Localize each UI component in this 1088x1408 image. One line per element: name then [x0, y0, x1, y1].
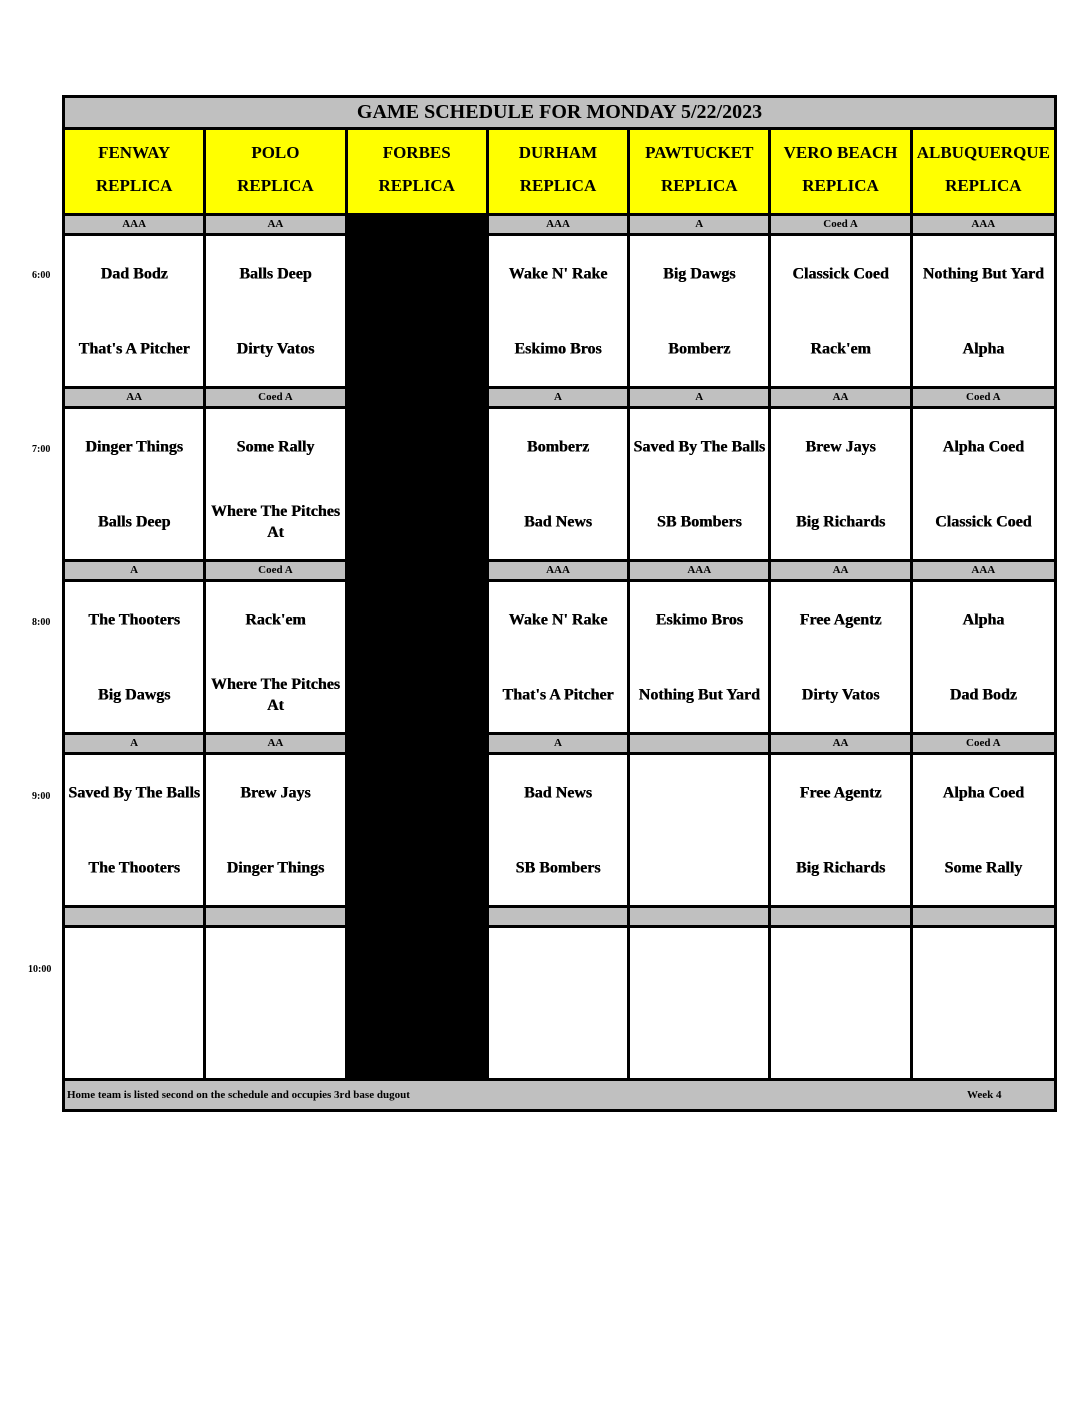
away-team: Nothing But Yard	[922, 265, 1044, 283]
game-cell	[348, 216, 489, 389]
week-label: Week 4	[967, 1089, 1002, 1101]
matchup	[348, 928, 486, 1078]
matchup	[630, 236, 768, 386]
game-cell	[771, 735, 912, 908]
division-label: AA	[65, 389, 203, 409]
matchup	[913, 582, 1054, 732]
division-label: AA	[771, 562, 909, 582]
home-team: Nothing But Yard	[638, 686, 760, 704]
division-label: AAA	[630, 562, 768, 582]
away-team: Free Agentz	[799, 784, 882, 802]
division-label	[206, 908, 344, 928]
matchup	[771, 582, 909, 732]
division-label	[348, 908, 486, 928]
home-team: Big Richards	[795, 859, 886, 877]
home-team: Classick Coed	[935, 513, 1032, 531]
division-label: AA	[206, 216, 344, 236]
division-label: A	[65, 562, 203, 582]
matchup	[65, 928, 203, 1078]
away-team: Balls Deep	[239, 265, 312, 283]
matchup	[206, 409, 344, 559]
division-label	[630, 908, 768, 928]
home-team: Dirty Vatos	[236, 340, 315, 358]
home-team: Big Dawgs	[97, 686, 171, 704]
time-label: 7:00	[32, 443, 51, 455]
matchup	[489, 582, 627, 732]
game-cell	[348, 389, 489, 562]
game-cell	[348, 735, 489, 908]
game-cell	[913, 908, 1054, 1081]
division-label: Coed A	[206, 389, 344, 409]
matchup	[489, 409, 627, 559]
division-label: AAA	[489, 562, 627, 582]
home-team: Dirty Vatos	[801, 686, 880, 704]
home-team: Some Rally	[944, 859, 1023, 877]
home-team: Where The Pitches At	[210, 503, 340, 541]
game-cell	[206, 735, 347, 908]
field-header	[489, 130, 630, 216]
game-cell	[489, 389, 630, 562]
time-label: 8:00	[32, 617, 51, 628]
division-label: A	[489, 735, 627, 755]
away-team: Dad Bodz	[100, 265, 168, 283]
matchup	[65, 236, 203, 386]
away-team: Saved By The Balls	[633, 438, 766, 456]
field-name: POLO	[251, 143, 300, 162]
division-label: AAA	[65, 216, 203, 236]
home-team: Balls Deep	[97, 513, 171, 531]
schedule-grid	[65, 216, 1054, 1081]
away-team: Brew Jays	[240, 784, 311, 802]
matchup	[630, 928, 768, 1078]
division-label: A	[630, 216, 768, 236]
matchup	[630, 582, 768, 732]
field-header	[630, 130, 771, 216]
matchup	[771, 409, 909, 559]
division-label: AA	[771, 735, 909, 755]
division-label	[348, 735, 486, 755]
away-team: Eskimo Bros	[655, 611, 743, 629]
division-label	[630, 735, 768, 755]
matchup	[489, 928, 627, 1078]
field-name: FENWAY	[98, 143, 171, 162]
game-cell	[489, 562, 630, 735]
matchup	[348, 409, 486, 559]
home-team: Dad Bodz	[949, 686, 1017, 704]
home-team: Alpha	[962, 340, 1005, 358]
game-cell	[489, 735, 630, 908]
time-slot-row	[65, 389, 1054, 562]
away-team: Bomberz	[526, 438, 590, 456]
matchup	[348, 582, 486, 732]
division-label: Coed A	[913, 389, 1054, 409]
field-header-row	[65, 130, 1054, 216]
field-subtitle: REPLICA	[95, 176, 173, 195]
division-label: Coed A	[206, 562, 344, 582]
matchup	[913, 755, 1054, 905]
time-label: 6:00	[32, 270, 51, 281]
home-team: Bad News	[523, 513, 592, 531]
division-label: A	[630, 389, 768, 409]
matchup	[206, 236, 344, 386]
division-label	[771, 908, 909, 928]
field-subtitle: REPLICA	[802, 176, 879, 195]
away-team: Brew Jays	[805, 438, 876, 456]
away-team: Rack'em	[245, 611, 306, 629]
time-label: 10:00	[28, 964, 52, 975]
game-cell	[913, 735, 1054, 908]
game-cell	[630, 216, 771, 389]
field-name: ALBUQUERQUE	[916, 143, 1050, 162]
matchup	[348, 755, 486, 905]
game-cell	[771, 216, 912, 389]
field-name: VERO BEACH	[783, 143, 898, 162]
schedule-sheet	[62, 95, 1057, 1112]
field-subtitle: REPLICA	[945, 176, 1022, 195]
matchup	[913, 928, 1054, 1078]
division-label: AAA	[913, 562, 1054, 582]
matchup	[489, 755, 627, 905]
field-subtitle: REPLICA	[378, 176, 455, 195]
game-cell	[65, 735, 206, 908]
matchup	[348, 236, 486, 386]
game-cell	[489, 908, 630, 1081]
matchup	[913, 409, 1054, 559]
field-name: DURHAM	[518, 143, 598, 162]
division-label	[489, 908, 627, 928]
matchup	[65, 409, 203, 559]
home-team: Big Richards	[795, 513, 886, 531]
field-subtitle: REPLICA	[237, 176, 314, 195]
field-header	[206, 130, 347, 216]
matchup	[206, 928, 344, 1078]
time-slot-row	[65, 216, 1054, 389]
away-team: Classick Coed	[792, 265, 889, 283]
field-subtitle: REPLICA	[661, 176, 738, 195]
matchup	[771, 236, 909, 386]
home-team-note: Home team is listed second on the schedule and occupies 3rd base dugout	[67, 1089, 410, 1101]
game-cell	[65, 389, 206, 562]
game-cell	[65, 216, 206, 389]
home-team: Dinger Things	[226, 859, 325, 877]
field-header	[771, 130, 912, 216]
matchup	[65, 755, 203, 905]
game-cell	[913, 562, 1054, 735]
game-cell	[630, 735, 771, 908]
away-team: Wake N' Rake	[508, 611, 608, 629]
game-cell	[65, 908, 206, 1081]
away-team: Bad News	[523, 784, 592, 802]
field-name: PAWTUCKET	[645, 143, 754, 162]
game-cell	[206, 389, 347, 562]
division-label: Coed A	[913, 735, 1054, 755]
division-label: A	[489, 389, 627, 409]
away-team: Saved By The Balls	[68, 784, 201, 802]
away-team: Alpha	[962, 611, 1005, 629]
away-team: Alpha Coed	[942, 438, 1024, 456]
away-team: Big Dawgs	[663, 265, 736, 283]
field-name: FORBES	[382, 143, 451, 162]
matchup	[489, 236, 627, 386]
home-team: That's A Pitcher	[78, 340, 190, 358]
division-label: Coed A	[771, 216, 909, 236]
away-team: Wake N' Rake	[508, 265, 608, 283]
division-label	[348, 389, 486, 409]
game-cell	[630, 389, 771, 562]
game-cell	[630, 562, 771, 735]
field-header	[913, 130, 1054, 216]
matchup	[771, 928, 909, 1078]
game-cell	[206, 908, 347, 1081]
home-team: SB Bombers	[656, 513, 742, 531]
home-team: That's A Pitcher	[502, 686, 614, 704]
game-cell	[489, 216, 630, 389]
division-label: AA	[206, 735, 344, 755]
matchup	[630, 755, 768, 905]
home-team: Bomberz	[668, 340, 731, 358]
matchup	[913, 236, 1054, 386]
matchup	[630, 409, 768, 559]
game-cell	[771, 389, 912, 562]
home-team: The Thooters	[88, 859, 180, 877]
division-label: AAA	[489, 216, 627, 236]
division-label: AAA	[913, 216, 1054, 236]
game-cell	[630, 908, 771, 1081]
game-cell	[65, 562, 206, 735]
division-label	[65, 908, 203, 928]
game-cell	[348, 908, 489, 1081]
division-label	[348, 216, 486, 236]
away-team: Dinger Things	[85, 438, 183, 456]
away-team: Free Agentz	[799, 611, 882, 629]
game-cell	[913, 216, 1054, 389]
footer-bar	[65, 1081, 1054, 1109]
home-team: Where The Pitches At	[210, 676, 340, 714]
game-cell	[206, 216, 347, 389]
field-subtitle: REPLICA	[519, 176, 597, 195]
field-header	[348, 130, 489, 216]
game-cell	[348, 562, 489, 735]
home-team: Rack'em	[810, 340, 871, 358]
division-label: A	[65, 735, 203, 755]
game-cell	[771, 908, 912, 1081]
matchup	[206, 582, 344, 732]
away-team: Some Rally	[236, 438, 315, 456]
matchup	[65, 582, 203, 732]
matchup	[771, 755, 909, 905]
time-label: 9:00	[32, 790, 51, 802]
away-team: Alpha Coed	[942, 784, 1024, 802]
game-cell	[771, 562, 912, 735]
home-team: SB Bombers	[515, 859, 601, 877]
game-cell	[913, 389, 1054, 562]
game-cell	[206, 562, 347, 735]
time-slot-row	[65, 908, 1054, 1081]
time-slot-row	[65, 735, 1054, 908]
schedule-title: GAME SCHEDULE FOR MONDAY 5/22/2023	[65, 98, 1054, 130]
home-team: Eskimo Bros	[514, 340, 602, 358]
division-label: AA	[771, 389, 909, 409]
matchup	[206, 755, 344, 905]
time-slot-row	[65, 562, 1054, 735]
division-label	[348, 562, 486, 582]
division-label	[913, 908, 1054, 928]
field-header	[65, 130, 206, 216]
away-team: The Thooters	[88, 611, 180, 629]
